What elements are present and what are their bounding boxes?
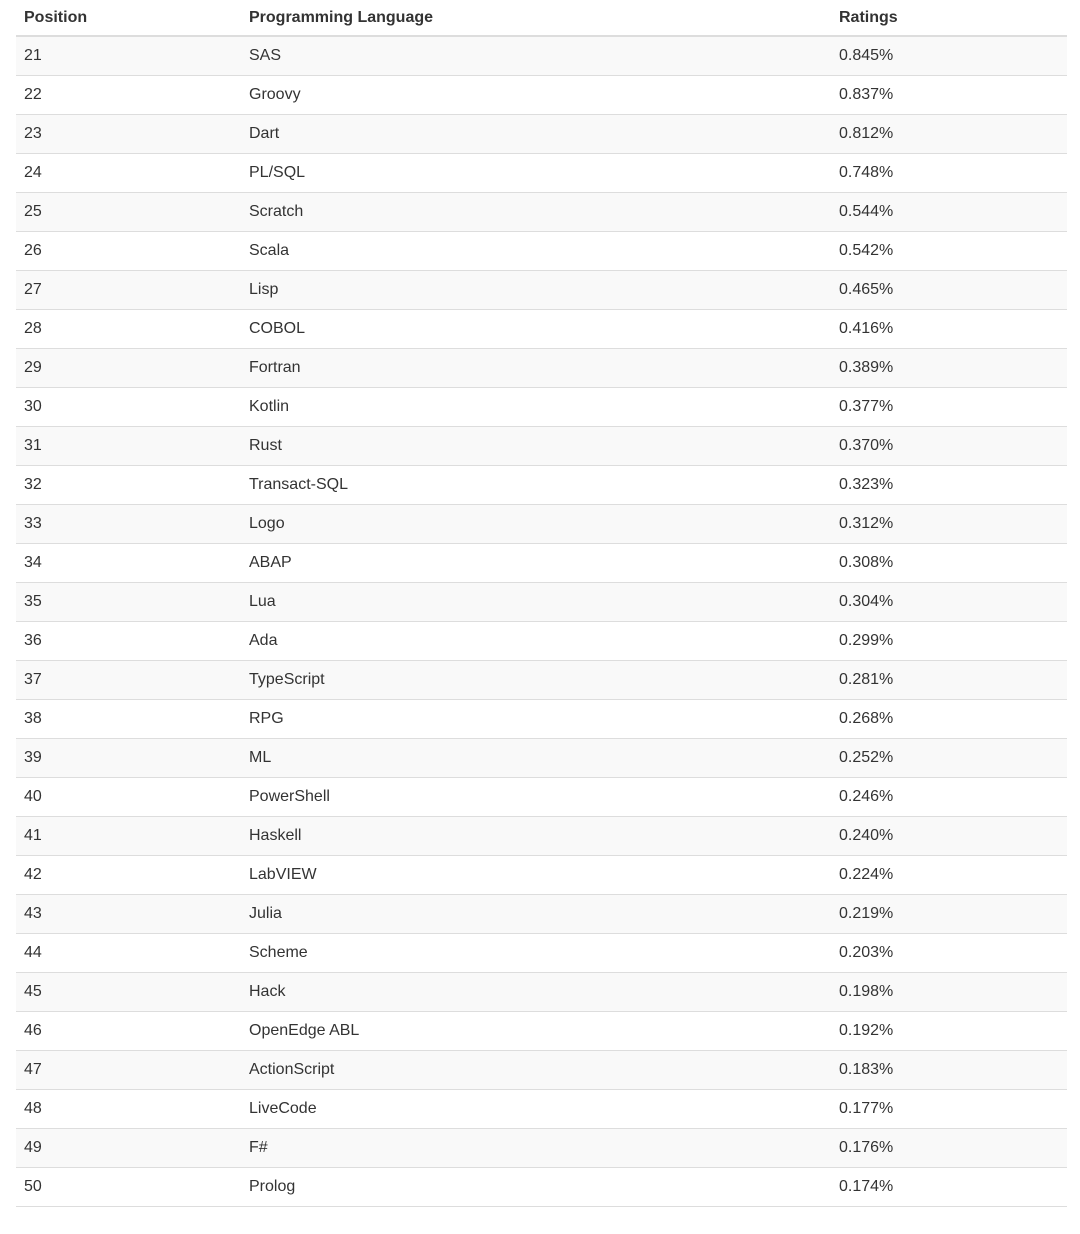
table-row: [16, 622, 1067, 661]
position-cell: 34: [16, 544, 241, 583]
position-cell: 48: [16, 1090, 241, 1129]
table-row: [16, 700, 1067, 739]
rating-cell: 0.377%: [831, 388, 1067, 427]
table-row: [16, 817, 1067, 856]
position-cell: 44: [16, 934, 241, 973]
position-cell: 24: [16, 154, 241, 193]
language-cell: Prolog: [241, 1168, 831, 1207]
position-cell: 37: [16, 661, 241, 700]
position-cell: 32: [16, 466, 241, 505]
language-cell: Rust: [241, 427, 831, 466]
rating-cell: 0.246%: [831, 778, 1067, 817]
language-cell: Scala: [241, 232, 831, 271]
language-cell: F#: [241, 1129, 831, 1168]
language-cell: Ada: [241, 622, 831, 661]
table-row: [16, 505, 1067, 544]
position-cell: 39: [16, 739, 241, 778]
header-programming-language: Programming Language: [241, 0, 831, 36]
rating-cell: 0.312%: [831, 505, 1067, 544]
language-cell: SAS: [241, 36, 831, 76]
position-cell: 42: [16, 856, 241, 895]
position-cell: 47: [16, 1051, 241, 1090]
position-cell: 43: [16, 895, 241, 934]
table-row: [16, 739, 1067, 778]
language-cell: OpenEdge ABL: [241, 1012, 831, 1051]
language-cell: ABAP: [241, 544, 831, 583]
language-cell: Lisp: [241, 271, 831, 310]
position-cell: 49: [16, 1129, 241, 1168]
table-row: [16, 76, 1067, 115]
position-cell: 27: [16, 271, 241, 310]
rating-cell: 0.219%: [831, 895, 1067, 934]
rating-cell: 0.224%: [831, 856, 1067, 895]
rating-cell: 0.176%: [831, 1129, 1067, 1168]
position-cell: 35: [16, 583, 241, 622]
rating-cell: 0.299%: [831, 622, 1067, 661]
position-cell: 46: [16, 1012, 241, 1051]
table-body: [16, 36, 1067, 1207]
table-row: [16, 895, 1067, 934]
language-cell: Transact-SQL: [241, 466, 831, 505]
position-cell: 33: [16, 505, 241, 544]
language-cell: Julia: [241, 895, 831, 934]
table-row: [16, 1012, 1067, 1051]
header-ratings: Ratings: [831, 0, 1067, 36]
rating-cell: 0.252%: [831, 739, 1067, 778]
rating-cell: 0.308%: [831, 544, 1067, 583]
rating-cell: 0.465%: [831, 271, 1067, 310]
rating-cell: 0.748%: [831, 154, 1067, 193]
language-cell: Dart: [241, 115, 831, 154]
language-cell: Haskell: [241, 817, 831, 856]
table-row: [16, 154, 1067, 193]
language-rankings-table: [16, 0, 1067, 1207]
language-cell: RPG: [241, 700, 831, 739]
header-row: [16, 0, 1067, 36]
table-row: [16, 1129, 1067, 1168]
position-cell: 29: [16, 349, 241, 388]
table-row: [16, 856, 1067, 895]
language-cell: Scheme: [241, 934, 831, 973]
table-row: [16, 310, 1067, 349]
language-cell: Fortran: [241, 349, 831, 388]
language-cell: Logo: [241, 505, 831, 544]
table-row: [16, 544, 1067, 583]
rating-cell: 0.203%: [831, 934, 1067, 973]
language-cell: Kotlin: [241, 388, 831, 427]
position-cell: 38: [16, 700, 241, 739]
header-position: Position: [16, 0, 241, 36]
rating-cell: 0.544%: [831, 193, 1067, 232]
position-cell: 45: [16, 973, 241, 1012]
table-row: [16, 349, 1067, 388]
rating-cell: 0.389%: [831, 349, 1067, 388]
language-cell: TypeScript: [241, 661, 831, 700]
language-cell: Scratch: [241, 193, 831, 232]
table-row: [16, 193, 1067, 232]
position-cell: 30: [16, 388, 241, 427]
position-cell: 23: [16, 115, 241, 154]
language-cell: LabVIEW: [241, 856, 831, 895]
rating-cell: 0.304%: [831, 583, 1067, 622]
table-header: [16, 0, 1067, 36]
language-cell: COBOL: [241, 310, 831, 349]
position-cell: 28: [16, 310, 241, 349]
language-cell: Hack: [241, 973, 831, 1012]
table-row: [16, 427, 1067, 466]
table-row: [16, 1168, 1067, 1207]
language-cell: LiveCode: [241, 1090, 831, 1129]
language-cell: ML: [241, 739, 831, 778]
rating-cell: 0.174%: [831, 1168, 1067, 1207]
position-cell: 41: [16, 817, 241, 856]
language-cell: Lua: [241, 583, 831, 622]
rating-cell: 0.177%: [831, 1090, 1067, 1129]
table-row: [16, 232, 1067, 271]
table-row: [16, 36, 1067, 76]
rating-cell: 0.240%: [831, 817, 1067, 856]
rating-cell: 0.837%: [831, 76, 1067, 115]
position-cell: 22: [16, 76, 241, 115]
language-cell: PL/SQL: [241, 154, 831, 193]
rating-cell: 0.268%: [831, 700, 1067, 739]
rating-cell: 0.542%: [831, 232, 1067, 271]
rating-cell: 0.370%: [831, 427, 1067, 466]
rating-cell: 0.198%: [831, 973, 1067, 1012]
rating-cell: 0.281%: [831, 661, 1067, 700]
position-cell: 26: [16, 232, 241, 271]
position-cell: 36: [16, 622, 241, 661]
table-row: [16, 115, 1067, 154]
language-rankings-table-container: [16, 0, 1067, 1207]
rating-cell: 0.183%: [831, 1051, 1067, 1090]
table-row: [16, 973, 1067, 1012]
table-row: [16, 1090, 1067, 1129]
position-cell: 25: [16, 193, 241, 232]
table-row: [16, 583, 1067, 622]
rating-cell: 0.845%: [831, 36, 1067, 76]
language-cell: PowerShell: [241, 778, 831, 817]
position-cell: 50: [16, 1168, 241, 1207]
table-row: [16, 271, 1067, 310]
table-row: [16, 1051, 1067, 1090]
position-cell: 31: [16, 427, 241, 466]
table-row: [16, 934, 1067, 973]
table-row: [16, 388, 1067, 427]
language-cell: ActionScript: [241, 1051, 831, 1090]
position-cell: 21: [16, 36, 241, 76]
position-cell: 40: [16, 778, 241, 817]
rating-cell: 0.192%: [831, 1012, 1067, 1051]
rating-cell: 0.416%: [831, 310, 1067, 349]
table-row: [16, 661, 1067, 700]
rating-cell: 0.323%: [831, 466, 1067, 505]
table-row: [16, 778, 1067, 817]
table-row: [16, 466, 1067, 505]
language-cell: Groovy: [241, 76, 831, 115]
rating-cell: 0.812%: [831, 115, 1067, 154]
